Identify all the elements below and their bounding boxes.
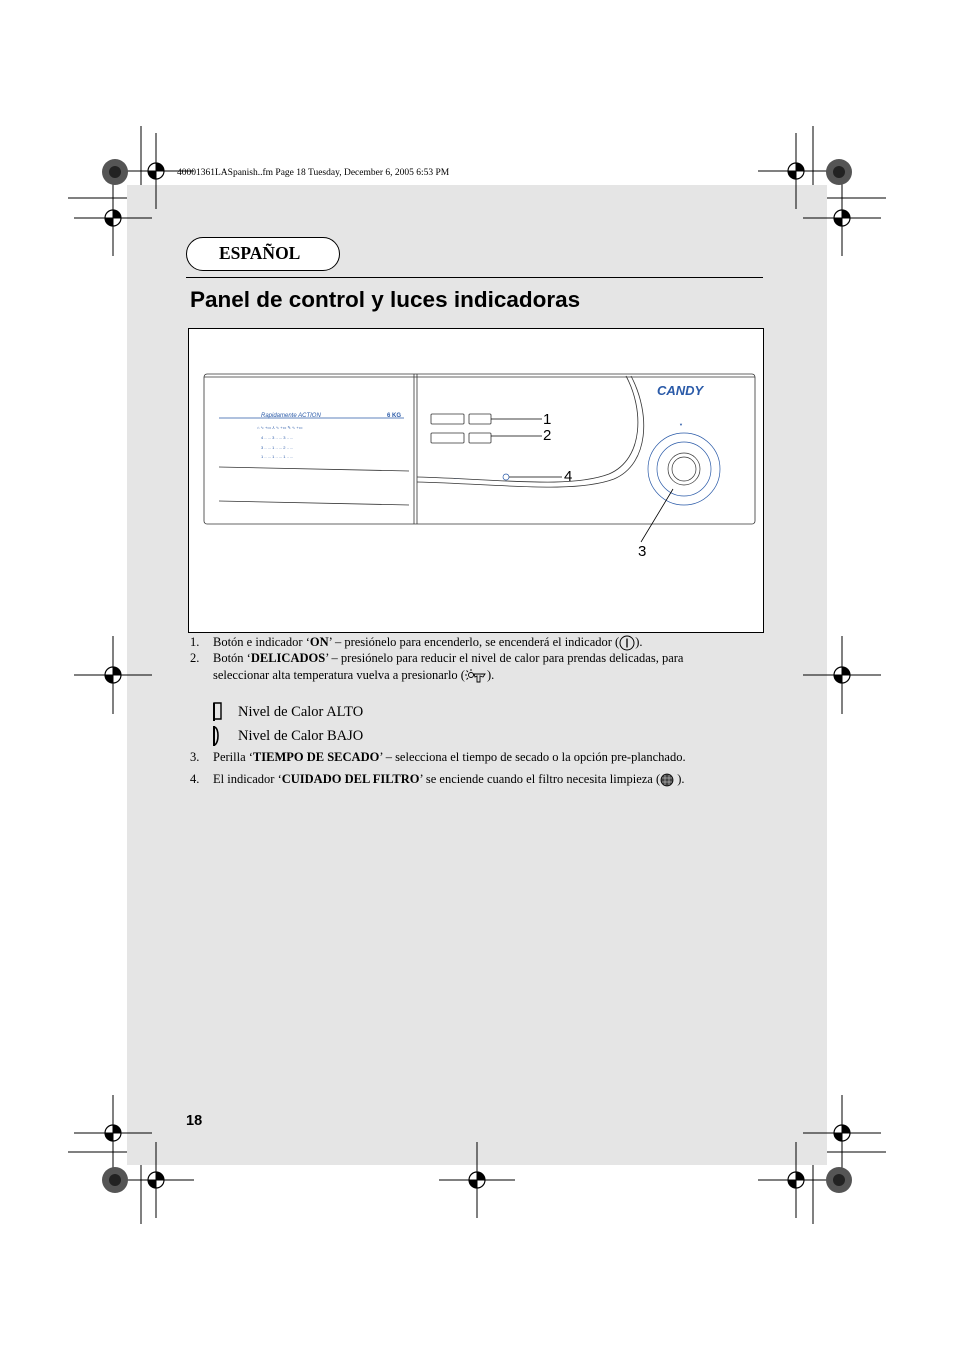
item-text: El indicador ‘CUIDADO DEL FILTRO’ se enciende cuando el filtro necesita limpieza ( ).: [213, 772, 685, 786]
svg-text:3 .. ... 1 .. ... 2 ..: 3 .. ... 1 .. ... 2 .. ...: [261, 445, 294, 450]
control-panel-drawing: [189, 329, 765, 634]
item-number: 3.: [190, 750, 200, 764]
svg-text:▼: ▼: [679, 422, 683, 427]
svg-text:Rapidamente ACTION: Rapidamente ACTION: [261, 413, 321, 419]
delicate-icon: [465, 669, 487, 683]
callout-3: 3: [638, 543, 647, 560]
item-number: 4.: [190, 772, 200, 786]
callout-2: 2: [543, 427, 552, 444]
list-item: [190, 749, 765, 766]
heat-level-high-label: Nivel de Calor ALTO: [238, 704, 364, 720]
button-down-icon: [212, 725, 224, 747]
language-tab-label: ESPAÑOL: [219, 243, 301, 263]
control-panel-figure: [188, 328, 764, 633]
item-number: 2.: [190, 651, 200, 665]
filter-icon: [660, 773, 674, 787]
page-number: 18: [186, 1113, 203, 1129]
heat-level-low-label: Nivel de Calor BAJO: [238, 728, 364, 744]
language-tab: [186, 237, 340, 271]
list-item: [190, 650, 765, 684]
list-item: [190, 634, 765, 651]
svg-text:6 KG: 6 KG: [387, 413, 402, 419]
header-rule: [186, 277, 763, 278]
page-title: Panel de control y luces indicadoras: [190, 287, 581, 312]
item-number: 1.: [190, 635, 200, 649]
item-text: Perilla ‘TIEMPO DE SECADO’ – selecciona el tiempo de secado o la opción pre-planchado.: [213, 750, 686, 764]
svg-text:4 .. ... 3 .. ... 3 ..: 4 .. ... 3 .. ... 3 .. ...: [261, 435, 294, 440]
brand-logo: CANDY: [657, 383, 704, 398]
svg-text:⌂ ∿ +▭ ⅄ ∿ +▭ ✎ ∿ +▭: ⌂ ∿ +▭ ⅄ ∿ +▭ ✎ ∿ +▭: [257, 425, 303, 430]
item-text: Botón ‘DELICADOS’ – presiónelo para reducir el nivel de calor para prendas delicadas, para seleccionar alta temperatura vuelva a presionarlo ( ).: [213, 651, 684, 682]
callout-1: 1: [543, 411, 552, 428]
power-icon: [619, 635, 635, 651]
svg-text:.....: .....: [454, 475, 460, 480]
item-text: Botón e indicador ‘ON’ – presiónelo para encenderlo, se encenderá el indicador ( ).: [213, 634, 763, 651]
svg-text:1 .. ... 1 .. ... 1 ..: 1 .. ... 1 .. ... 1 .. ...: [261, 454, 294, 459]
file-header: 40001361LASpanish..fm Page 18 Tuesday, December 6, 2005 6:53 PM: [177, 168, 450, 178]
button-up-icon: [212, 702, 224, 722]
callout-4: 4: [564, 468, 573, 485]
list-item: [190, 771, 765, 788]
